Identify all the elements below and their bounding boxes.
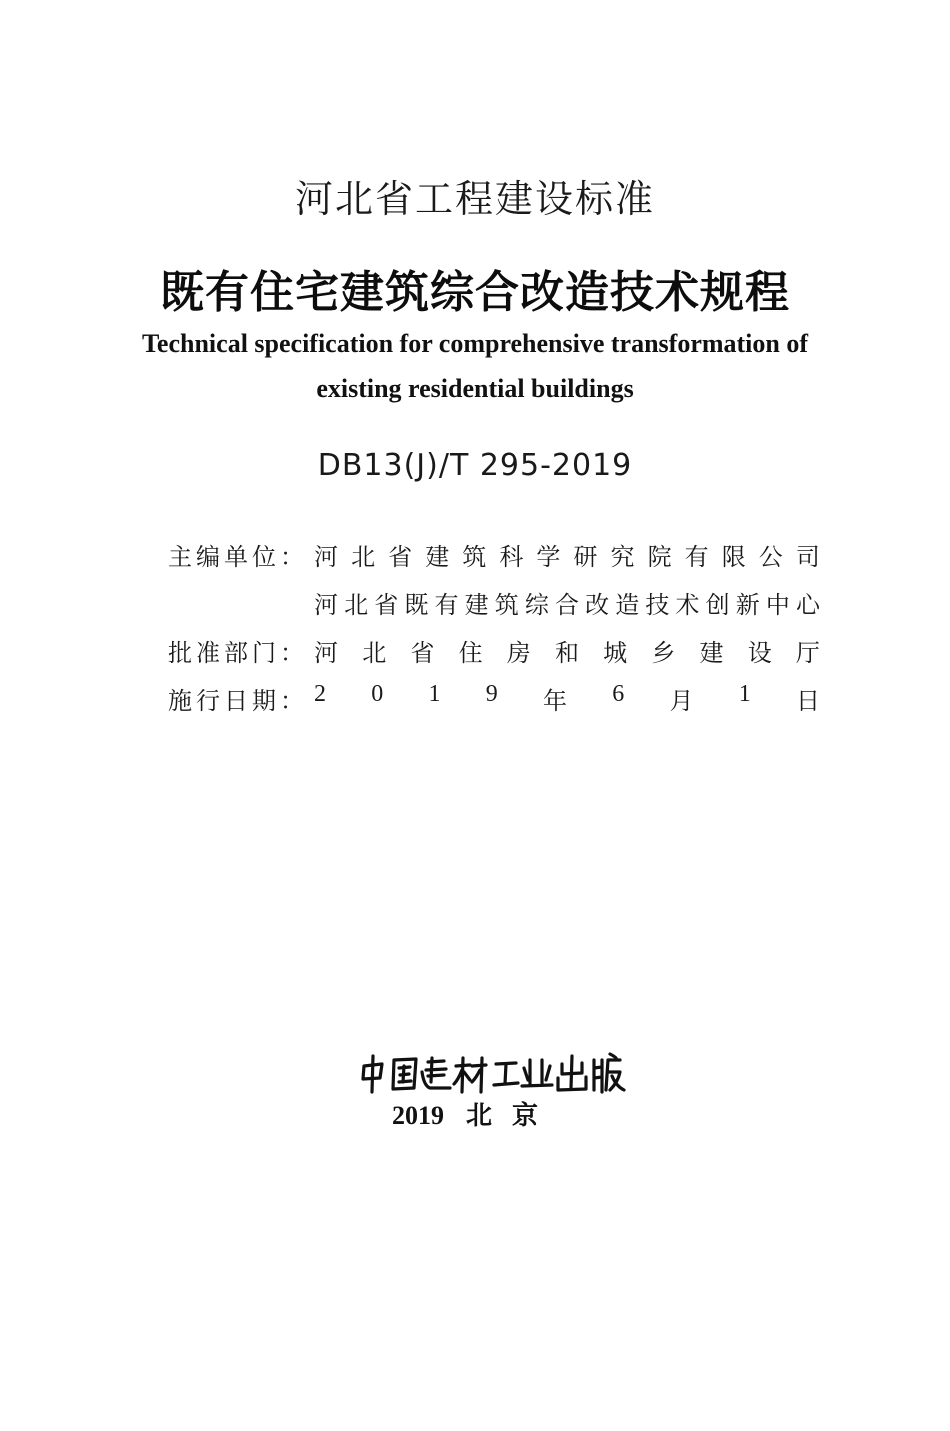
info-char: 北 [351,543,376,571]
info-char: 2 [314,681,326,707]
info-char: 建 [464,591,489,619]
info-char: 中 [765,591,790,619]
document-title-english-line1: Technical specification for comprehensive transformation of [141,329,809,358]
info-char: 6 [612,681,625,707]
chief-editor-value-line2 [314,585,820,620]
info-char: 年 [543,687,567,715]
info-char: 科 [499,543,524,571]
info-char: 合 [555,591,579,619]
info-char: 新 [735,591,760,619]
approver-row [168,633,828,667]
info-char: 北 [362,639,387,667]
chief-editor-label: 主编单位： [168,543,308,571]
info-char: 有 [684,543,709,571]
publication-year: 2019 [391,1101,444,1130]
info-char: 筑 [462,543,487,571]
info-char: 和 [554,639,579,667]
info-char: 9 [485,681,498,707]
info-char: 河 [314,591,338,619]
info-char: 1 [738,681,751,707]
standard-series-heading: 河北省工程建设标准 [294,177,655,221]
info-char: 学 [536,543,561,571]
effective-date-label: 施行日期： [168,687,308,715]
approver-value [314,633,820,668]
publisher-calligraphy-logo [358,1052,628,1096]
info-char: 月 [669,687,694,715]
info-char: 厅 [795,639,820,667]
info-char: 河 [314,543,338,571]
info-char: 河 [314,639,338,667]
info-char: 既 [404,591,429,619]
info-char: 技 [645,591,670,619]
info-char: 建 [425,543,450,571]
info-char: 筑 [494,591,519,619]
info-char: 究 [610,543,635,571]
info-char: 城 [603,639,628,667]
chief-editor-row [168,537,828,571]
chief-editor-value-line1 [314,537,820,572]
document-title-chinese: 既有住宅建筑综合改造技术规程 [160,267,790,318]
info-char: 综 [524,591,549,619]
info-char: 有 [434,591,459,619]
info-char: 省 [388,543,413,571]
info-char: 乡 [651,639,676,667]
approver-label: 批准部门： [168,639,308,667]
info-char: 建 [699,639,724,667]
info-char: 院 [647,543,672,571]
info-char: 省 [410,639,435,667]
standard-code: DB13(J)/T 295-2019 [317,448,633,483]
info-char: 住 [458,639,483,667]
document-title-english-line2: existing residential buildings [316,374,634,403]
info-char: 司 [795,543,820,571]
effective-date-value [314,681,820,716]
info-char: 改 [585,591,610,619]
info-char: 日 [796,687,820,715]
publication-line [0,1095,950,1132]
info-char: 省 [374,591,399,619]
info-char: 房 [506,639,531,667]
info-char: 心 [796,591,820,619]
info-char: 研 [573,543,598,571]
publisher-logo [358,1052,628,1096]
publication-place: 北京 [465,1101,558,1131]
info-char: 设 [747,639,772,667]
info-char: 0 [371,681,384,707]
info-char: 造 [615,591,640,619]
effective-date-row [168,681,828,715]
info-char: 创 [705,591,730,619]
info-char: 限 [721,543,746,571]
info-char: 1 [428,681,441,707]
info-char: 北 [344,591,369,619]
info-char: 公 [758,543,783,571]
info-char: 术 [675,591,700,619]
chief-editor-row-2 [168,585,828,619]
